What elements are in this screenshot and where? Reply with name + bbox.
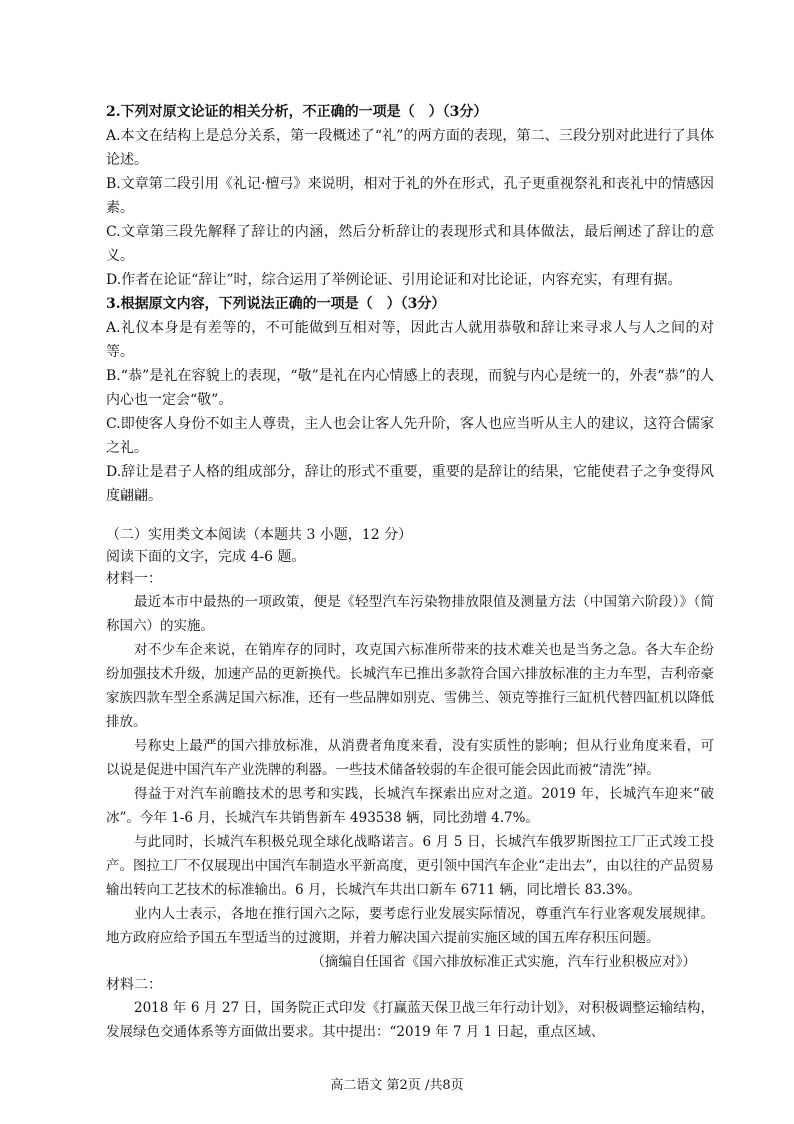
material-2-label: 材料二： (106, 977, 162, 993)
material-1-paragraph: 号称史上最严的国六排放标准，从消费者角度来看，没有实质性的影响；但从行业角度来看，可以说是促进中国汽车产业洗牌的利器。一些技术储备较弱的车企很可能会因此而被“清洗”掉。 (106, 738, 714, 778)
question-3-stem: 3.根据原文内容，下列说法正确的一项是（ ）（3分） (106, 296, 446, 312)
material-1-label: 材料一： (106, 571, 162, 587)
question-3-option-d: D.辞让是君子人格的组成部分，辞让的形式不重要，重要的是辞让的结果，它能使君子之争变得风度翩翩。 (106, 464, 714, 504)
question-2-option-b: B.文章第二段引用《礼记·檀弓》来说明，相对于礼的外在形式，孔子更重视祭礼和丧礼中的情感因素。 (106, 176, 714, 216)
material-1-paragraph: 与此同时，长城汽车积极兑现全球化战略诺言。6 月 5 日，长城汽车俄罗斯图拉工厂正式竣工投产。图拉工厂不仅展现出中国汽车制造水平新高度，更引领中国汽车企业“走出去”，由以往的产品贸易输出转向工艺技术的标准输出。6 月，长城汽车共出口新车 6711 辆，同比增长 83.3%。 (106, 834, 714, 898)
section-gap (106, 508, 714, 524)
material-1-paragraph: 最近本市中最热的一项政策，便是《轻型汽车污染物排放限值及测量方法（中国第六阶段）》（简称国六）的实施。 (106, 594, 714, 634)
question-3-option-c: C.即使客人身份不如主人尊贵，主人也会让客人先升阶，客人也应当听从主人的建议，这符合儒家之礼。 (106, 416, 714, 456)
material-2-paragraph: 2018 年 6 月 27 日，国务院正式印发《打赢蓝天保卫战三年行动计划》，对积极调整运输结构，发展绿色交通体系等方面做出要求。其中提出：“2019 年 7 月 1 日起，重点区域、 (106, 1000, 714, 1040)
question-2-stem: 2.下列对原文论证的相关分析，不正确的一项是（ ）（3分） (106, 104, 488, 120)
material-1-paragraph: 得益于对汽车前瞻技术的思考和实践，长城汽车探索出应对之道。2019 年，长城汽车迎来“破冰”。今年 1-6 月，长城汽车共销售新车 493538 辆，同比劲增 4.7%。 (106, 786, 714, 826)
question-3-option-b: B.“恭”是礼在容貌上的表现，“敬”是礼在内心情感上的表现，而貌与内心是统一的，外表“恭”的人内心也一定会“敬”。 (106, 368, 714, 408)
question-2-option-d: D.作者在论证“辞让”时，综合运用了举例论证、引用论证和对比论证，内容充实，有理有据。 (106, 272, 682, 288)
page-footer: 高二语文 第2页 /共8页 (330, 1078, 464, 1093)
question-3-option-a: A.礼仪本身是有差等的，不可能做到互相对等，因此古人就用恭敬和辞让来寻求人与人之间的对等。 (106, 320, 714, 360)
question-2-option-a: A.本文在结构上是总分关系，第一段概述了“礼”的两方面的表现，第二、三段分别对此进行了具体论述。 (106, 128, 714, 168)
question-2-option-c: C.文章第三段先解释了辞让的内涵，然后分析辞让的表现形式和具体做法，最后阐述了辞让的意义。 (106, 224, 714, 264)
material-1-source: （摘编自任国省《国六排放标准正式实施，汽车行业积极应对》） (311, 954, 696, 970)
material-1-paragraph: 业内人士表示，各地在推行国六之际，要考虑行业发展实际情况，尊重汽车行业客观发展规律。地方政府应给予国五车型适当的过渡期，并着力解决国六提前实施区域的国五库存积压问题。 (106, 906, 714, 946)
section-2-instruction: 阅读下面的文字，完成 4-6 题。 (106, 549, 306, 565)
material-1-paragraph: 对不少车企来说，在销库存的同时，攻克国六标准所带来的技术难关也是当务之急。各大车企纷纷加强技术升级，加速产品的更新换代。长城汽车已推出多款符合国六排放标准的主力车型，吉利帝豪家族四款车型全系满足国六标准，还有一些品牌如别克、雪佛兰、领克等推行三缸机代替四缸机以降低排放。 (106, 642, 714, 730)
section-2-title: （二）实用类文本阅读（本题共 3 小题，12 分） (106, 527, 413, 543)
